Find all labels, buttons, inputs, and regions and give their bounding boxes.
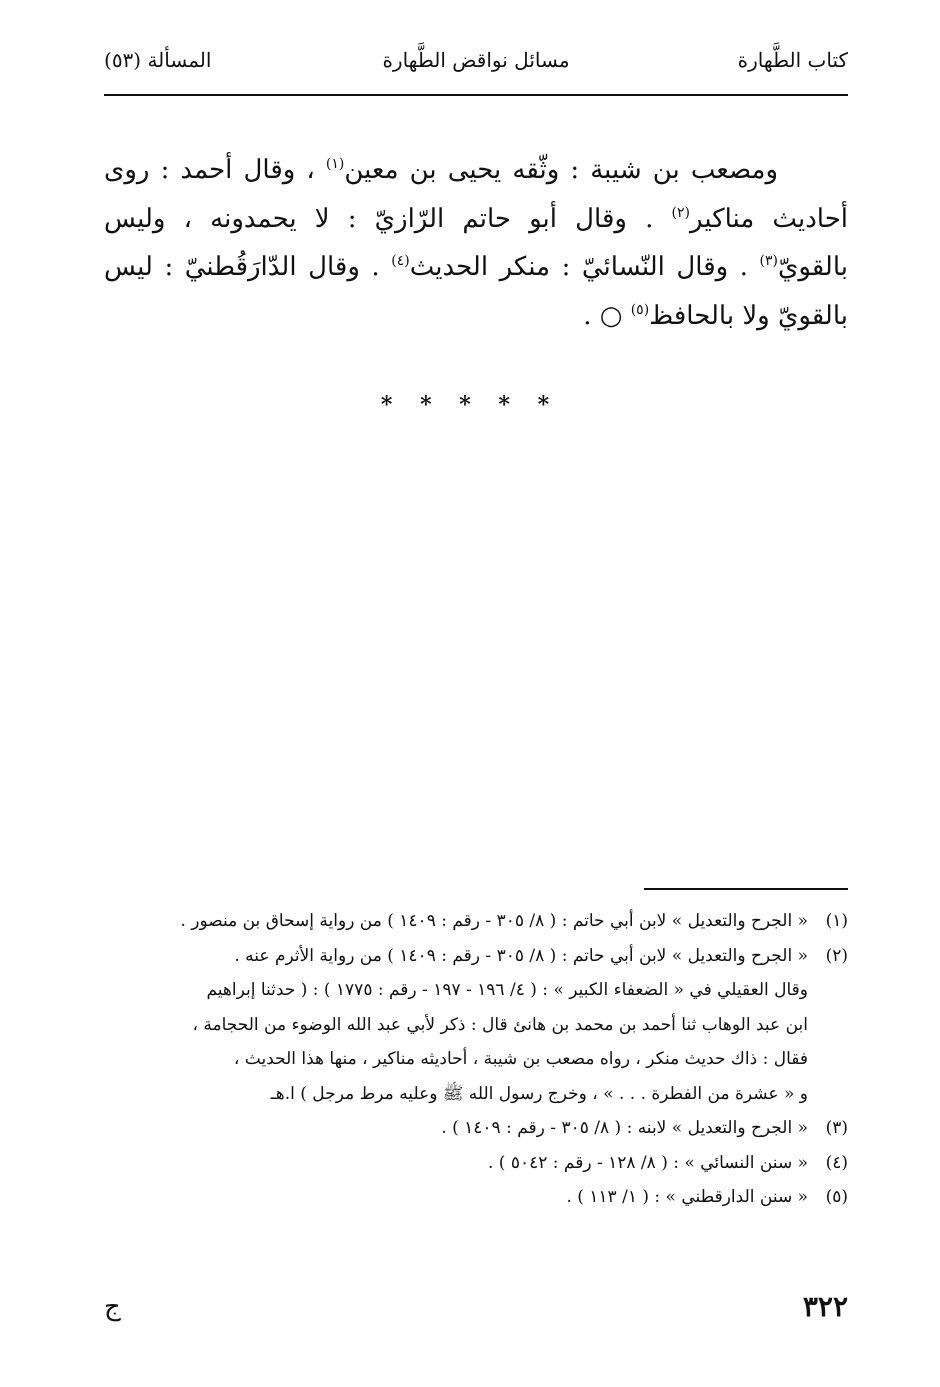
text-line-2: أحاديث مناكير$^{(٢)}$ . وقال أبو حاتم الرّازيّ : لا يحمدونه ، وليس: [104, 203, 848, 234]
footnote-ref-1: (١): [325, 156, 345, 172]
running-header: [104, 48, 848, 88]
section-separator: * * * * *: [380, 392, 560, 418]
footnote-ref-3: (٣): [759, 253, 778, 269]
footnote-continuation: و « عشرة من الفطرة . . . » ، وخرج رسول الله ﷺ وعليه مرط مرجل ) ا.هـ: [270, 1083, 808, 1104]
text-line-3: بالقويّ$^{(٣)}$ . وقال النّسائيّ : منكر الحديث$^{(٤)}$ . وقال الدّارَقُطنيّ : ليس: [104, 252, 849, 282]
footnote-continuation: وقال العقيلي في « الضعفاء الكبير » : ( ٤/ ١٩٦ - ١٩٧ - رقم : ١٧٧٥ ) : ( حدثنا إبراهيم: [206, 980, 808, 1000]
text-line-1: ومصعب بن شيبة : وثّقه يحيى بن معين$^{(١)}$ ، وقال أحمد : روى: [104, 155, 778, 185]
footnotes: [104, 904, 848, 1215]
footnote: (٥)« سنن الدارقطني » : ( ١/ ١١٣ ) .: [566, 1187, 848, 1207]
footnote: (٣)« الجرح والتعديل » لابنه : ( ٨/ ٣٠٥ - رقم : ١٤٠٩ ) .: [441, 1118, 848, 1138]
main-text: [104, 146, 848, 340]
footnote: (٢)« الجرح والتعديل » لابن أبي حاتم : ( ٨/ ٣٠٥ - رقم : ١٤٠٩ ) من رواية الأثرم عنه .: [234, 945, 848, 966]
footnote: (١)« الجرح والتعديل » لابن أبي حاتم : ( ٨/ ٣٠٥ - رقم : ١٤٠٩ ) من رواية إسحاق بن منصور .: [180, 911, 848, 931]
footnote-ref-2: (٢): [671, 204, 691, 221]
chapter-title: مسائل نواقض الطَّهارة: [382, 48, 570, 72]
signature-mark: ج: [104, 1292, 121, 1322]
issue-label: المسألة (٥٣): [104, 48, 212, 72]
footnote: (٤)« سنن النسائي » : ( ٨/ ١٢٨ - رقم : ٥٠٤٢ ) .: [488, 1152, 848, 1173]
header-rule: [104, 94, 848, 96]
text-line-4: بالقويّ ولا بالحافظ$^{(٥)}$ ○ .: [583, 300, 848, 331]
footnote-continuation: فقال : ذاك حديث منكر ، رواه مصعب بن شيبة ، أحاديثه مناكير ، منها هذا الحديث ،: [233, 1049, 808, 1069]
footnote-continuation: ابن عبد الوهاب ثنا أحمد بن محمد بن هانئ قال : ذكر لأبي عبد الله الوضوء من الحجامة ،: [192, 1014, 808, 1035]
book-title: كتاب الطَّهارة: [737, 48, 848, 72]
footnote-ref-4: (٤): [391, 253, 410, 269]
footnote-ref-5: (٥): [630, 301, 650, 318]
page-number: ٣٢٢: [802, 1290, 848, 1323]
footnote-rule: [644, 888, 848, 890]
